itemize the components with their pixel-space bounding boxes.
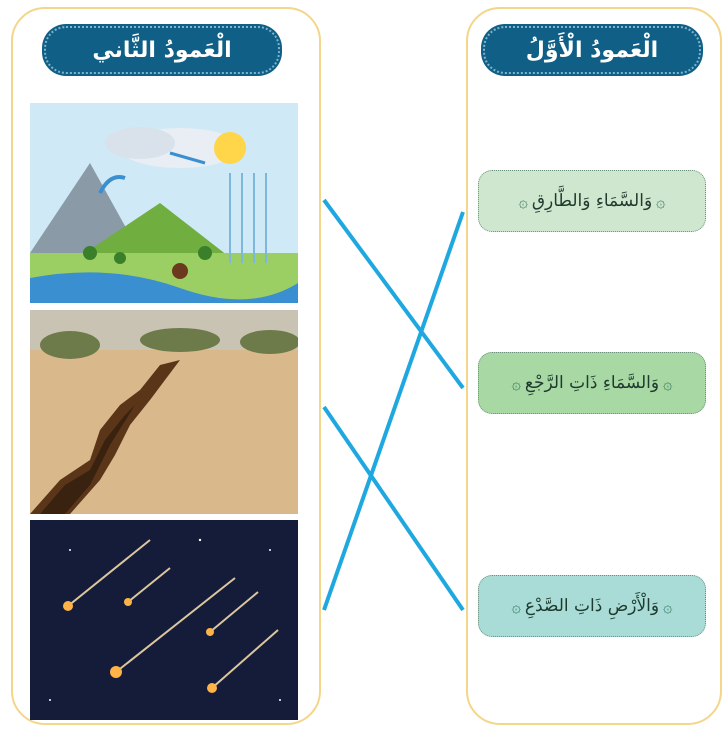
ornament-icon: ۞ (663, 373, 673, 393)
ornament-icon: ۞ (656, 191, 666, 211)
ornament-icon: ۞ (511, 596, 521, 616)
cracked-earth-image[interactable] (30, 310, 298, 514)
first-column-title: الْعَمودُ الْأَوَّلُ (525, 37, 659, 63)
verse-card-3[interactable] (478, 575, 706, 637)
verse-card-2[interactable] (478, 352, 706, 414)
ornament-icon: ۞ (663, 596, 673, 616)
second-column-title: الْعَمودُ الثَّاني (92, 37, 232, 63)
ornament-icon: ۞ (518, 191, 528, 211)
verse-text: وَالسَّمَاءِ وَالطَّارِقِ (531, 191, 653, 211)
verse-text: وَالسَّمَاءِ ذَاتِ الرَّجْعِ (524, 373, 660, 393)
second-column-header (44, 26, 280, 74)
connector-line-1 (324, 200, 463, 388)
verse-card-1[interactable] (478, 170, 706, 232)
cracked-earth-photo-icon (30, 310, 298, 514)
water-cycle-illustration-icon (30, 103, 298, 303)
connector-line-3 (324, 212, 463, 610)
meteor-shower-image[interactable] (30, 520, 298, 720)
ornament-icon: ۞ (511, 373, 521, 393)
connector-line-2 (324, 407, 463, 610)
meteor-shower-photo-icon (30, 520, 298, 720)
verse-text: وَالْأَرْضِ ذَاتِ الصَّدْعِ (524, 596, 660, 616)
first-column-header (483, 26, 701, 74)
water-cycle-image[interactable] (30, 103, 298, 303)
